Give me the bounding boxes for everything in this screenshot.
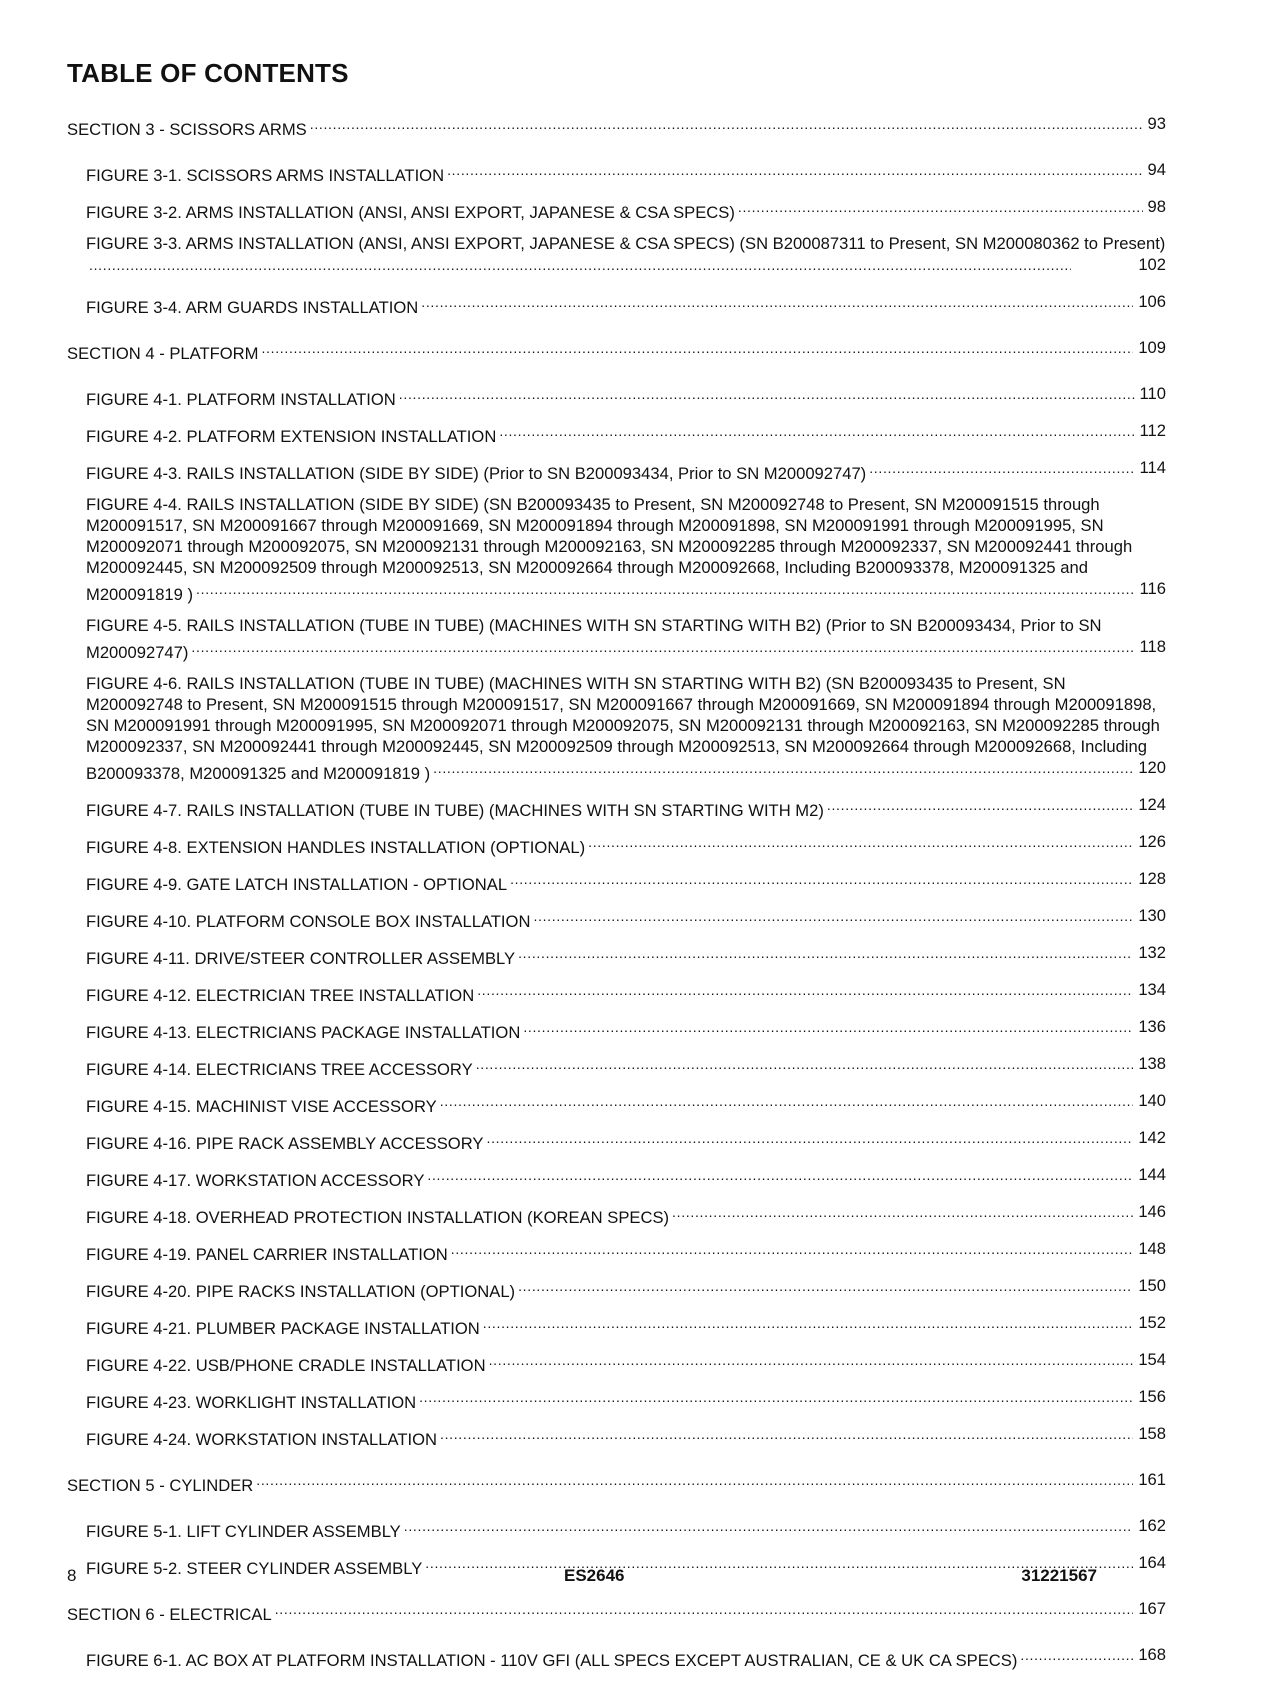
toc-page-number: 164: [1138, 1553, 1166, 1572]
toc-entry-title: FIGURE 4-5. RAILS INSTALLATION (TUBE IN TUBE) (MACHINES WITH SN STARTING WITH B2) (Prior to SN B200093434, Prior to SN M200092747): [86, 616, 1102, 662]
toc-leader-dots: [89, 254, 1071, 276]
toc-entry-title: FIGURE 4-24. WORKSTATION INSTALLATION: [86, 1430, 437, 1449]
toc-page-number: 112: [1139, 421, 1166, 440]
toc-leader-dots: [483, 1312, 1134, 1334]
toc-leader-dots: [310, 113, 1143, 135]
toc-entry-title: FIGURE 3-2. ARMS INSTALLATION (ANSI, ANSI EXPORT, JAPANESE & CSA SPECS): [86, 203, 735, 222]
toc-figure-entry[interactable]: [86, 494, 1166, 605]
footer-document-number: 31221567: [1021, 1566, 1097, 1585]
toc-leader-dots: [588, 831, 1133, 853]
toc-page-number: 162: [1138, 1516, 1166, 1535]
toc-figure-entry[interactable]: [86, 1053, 1166, 1080]
toc-figure-entry[interactable]: [86, 1016, 1166, 1043]
toc-page-number: 110: [1139, 384, 1166, 403]
toc-page-number: 152: [1138, 1313, 1166, 1332]
toc-page-number: 158: [1138, 1424, 1166, 1443]
toc-entry-title: FIGURE 4-13. ELECTRICIANS PACKAGE INSTALLATION: [86, 1023, 521, 1042]
toc-figure-entry[interactable]: [86, 942, 1166, 969]
toc-figure-entry[interactable]: [86, 291, 1166, 318]
toc-figure-entry[interactable]: [86, 159, 1166, 186]
toc-leader-dots: [196, 578, 1135, 600]
toc-leader-dots: [421, 291, 1133, 313]
toc-section-entry[interactable]: [67, 1469, 1166, 1496]
toc-page-number: 150: [1138, 1276, 1166, 1295]
toc-entry-title: FIGURE 4-2. PLATFORM EXTENSION INSTALLATION: [86, 427, 497, 446]
toc-page-number: 114: [1139, 458, 1166, 477]
toc-entry-title: FIGURE 4-7. RAILS INSTALLATION (TUBE IN TUBE) (MACHINES WITH SN STARTING WITH M2): [86, 801, 824, 820]
toc-leader-dots: [499, 420, 1134, 442]
toc-page-number: 102: [1138, 255, 1166, 274]
toc-figure-entry[interactable]: [86, 1127, 1166, 1154]
toc-entry-title: FIGURE 4-6. RAILS INSTALLATION (TUBE IN TUBE) (MACHINES WITH SN STARTING WITH B2) (SN B200093435 to Present, SN M200092748 to Present, SN M200091515 through M200091517, SN M200091667 through M200091669, SN M200091894 through M200091898, SN M200091991 through M200091995, SN M200092071 through M200092075, SN M200092131 through M200092163, SN M200092285 through M200092337, SN M200092441 through M200092445, SN M200092509 through M200092513, SN M200092664 through M200092668, Including B200093378, M200091325 and M200091819 ): [86, 674, 1160, 783]
toc-page-number: 144: [1138, 1165, 1166, 1184]
toc-page-number: 161: [1138, 1470, 1166, 1489]
toc-entry-title: FIGURE 4-19. PANEL CARRIER INSTALLATION: [86, 1245, 448, 1264]
toc-leader-dots: [440, 1090, 1134, 1112]
toc-entry-title: FIGURE 4-23. WORKLIGHT INSTALLATION: [86, 1393, 417, 1412]
toc-page-number: 168: [1138, 1645, 1166, 1664]
toc-figure-entry[interactable]: [86, 1312, 1166, 1339]
toc-entry-title: FIGURE 5-2. STEER CYLINDER ASSEMBLY: [86, 1559, 423, 1578]
toc-page-number: 148: [1138, 1239, 1166, 1258]
toc-figure-entry[interactable]: [86, 1515, 1166, 1542]
toc-section-entry[interactable]: [67, 337, 1166, 364]
toc-leader-dots: [533, 905, 1133, 927]
toc-figure-entry[interactable]: [86, 979, 1166, 1006]
toc-entry-title: FIGURE 4-10. PLATFORM CONSOLE BOX INSTALLATION: [86, 912, 531, 931]
toc-leader-dots: [477, 979, 1133, 1001]
toc-page-number: 134: [1138, 980, 1166, 999]
toc-figure-entry[interactable]: [86, 1386, 1166, 1413]
toc-entry-title: FIGURE 5-1. LIFT CYLINDER ASSEMBLY: [86, 1522, 401, 1541]
toc-figure-entry[interactable]: [86, 905, 1166, 932]
toc-page-number: 128: [1138, 869, 1166, 888]
toc-figure-entry[interactable]: [86, 868, 1166, 895]
toc-leader-dots: [191, 636, 1134, 658]
toc-figure-entry[interactable]: [86, 615, 1166, 663]
toc-entry-title: FIGURE 4-12. ELECTRICIAN TREE INSTALLATION: [86, 986, 475, 1005]
toc-page-number: 116: [1139, 579, 1166, 598]
toc-section-entry[interactable]: [67, 1598, 1166, 1625]
toc-entry-title: FIGURE 4-20. PIPE RACKS INSTALLATION (OPTIONAL): [86, 1282, 516, 1301]
toc-page-number: 146: [1138, 1202, 1166, 1221]
toc-entry-title: FIGURE 4-8. EXTENSION HANDLES INSTALLATION (OPTIONAL): [86, 838, 586, 857]
toc-figure-entry[interactable]: [86, 1090, 1166, 1117]
toc-leader-dots: [476, 1053, 1134, 1075]
toc-leader-dots: [518, 942, 1133, 964]
table-of-contents: [67, 113, 1166, 1681]
toc-page-number: 93: [1147, 114, 1166, 133]
toc-entry-title: FIGURE 4-18. OVERHEAD PROTECTION INSTALLATION (KOREAN SPECS): [86, 1208, 670, 1227]
toc-leader-dots: [486, 1127, 1133, 1149]
toc-figure-entry[interactable]: [86, 457, 1166, 484]
toc-page-number: 132: [1138, 943, 1166, 962]
toc-section-entry[interactable]: [67, 113, 1166, 140]
toc-page-number: 140: [1138, 1091, 1166, 1110]
toc-page-number: 130: [1138, 906, 1166, 925]
toc-entry-title: FIGURE 4-9. GATE LATCH INSTALLATION - OPTIONAL: [86, 875, 508, 894]
toc-entry-title: SECTION 4 - PLATFORM: [67, 344, 259, 363]
toc-entry-title: FIGURE 4-16. PIPE RACK ASSEMBLY ACCESSORY: [86, 1134, 484, 1153]
toc-leader-dots: [427, 1164, 1133, 1186]
toc-entry-title: FIGURE 4-14. ELECTRICIANS TREE ACCESSORY: [86, 1060, 473, 1079]
toc-figure-entry[interactable]: [86, 1164, 1166, 1191]
toc-leader-dots: [451, 1238, 1134, 1260]
toc-leader-dots: [440, 1423, 1133, 1445]
toc-leader-dots: [447, 159, 1142, 181]
toc-entry-title: FIGURE 4-4. RAILS INSTALLATION (SIDE BY SIDE) (SN B200093435 to Present, SN M200092748 to Present, SN M200091515 through M200091517, SN M200091667 through M200091669, SN M200091894 through M200091898, SN M200091991 through M200091995, SN M200092071 through M200092075, SN M200092131 through M200092163, SN M200092285 through M200092337, SN M200092441 through M200092445, SN M200092509 through M200092513, SN M200092664 through M200092668, Including B200093378, M200091325 and M200091819 ): [86, 495, 1133, 604]
toc-page-number: 120: [1138, 758, 1166, 777]
toc-page-number: 136: [1138, 1017, 1166, 1036]
toc-figure-entry[interactable]: [86, 196, 1166, 223]
toc-entry-title: FIGURE 4-3. RAILS INSTALLATION (SIDE BY SIDE) (Prior to SN B200093434, Prior to SN M200092747): [86, 464, 867, 483]
toc-leader-dots: [433, 757, 1133, 779]
toc-leader-dots: [827, 794, 1133, 816]
toc-figure-entry[interactable]: [86, 1201, 1166, 1228]
toc-leader-dots: [419, 1386, 1133, 1408]
toc-leader-dots: [256, 1469, 1133, 1491]
toc-entry-title: FIGURE 4-1. PLATFORM INSTALLATION: [86, 390, 396, 409]
toc-page-number: 106: [1138, 292, 1166, 311]
toc-page-number: 109: [1138, 338, 1166, 357]
toc-figure-entry[interactable]: [86, 1275, 1166, 1302]
toc-figure-entry[interactable]: [86, 1644, 1166, 1671]
page-title: TABLE OF CONTENTS: [67, 58, 349, 88]
toc-figure-entry[interactable]: [86, 794, 1166, 821]
toc-entry-title: FIGURE 4-21. PLUMBER PACKAGE INSTALLATION: [86, 1319, 480, 1338]
footer-model: ES2646: [564, 1566, 625, 1585]
toc-entry-title: FIGURE 4-15. MACHINIST VISE ACCESSORY: [86, 1097, 437, 1116]
toc-figure-entry[interactable]: [86, 1423, 1166, 1450]
toc-entry-title: FIGURE 4-17. WORKSTATION ACCESSORY: [86, 1171, 425, 1190]
toc-page-number: 167: [1138, 1599, 1166, 1618]
toc-leader-dots: [672, 1201, 1133, 1223]
toc-figure-entry[interactable]: [86, 383, 1166, 410]
toc-leader-dots: [1020, 1644, 1133, 1666]
toc-page-number: 94: [1147, 160, 1166, 179]
toc-page-number: 138: [1138, 1054, 1166, 1073]
toc-page-number: 98: [1147, 197, 1166, 216]
toc-page-number: 142: [1138, 1128, 1166, 1147]
toc-entry-title: FIGURE 3-3. ARMS INSTALLATION (ANSI, ANSI EXPORT, JAPANESE & CSA SPECS) (SN B200087311 to Present, SN M200080362 to Present): [86, 234, 1166, 253]
toc-leader-dots: [510, 868, 1133, 890]
toc-leader-dots: [738, 196, 1143, 218]
toc-figure-entry[interactable]: [86, 1349, 1166, 1376]
toc-leader-dots: [869, 457, 1134, 479]
toc-figure-entry[interactable]: [86, 1238, 1166, 1265]
toc-page-number: 124: [1138, 795, 1166, 814]
toc-page-number: 126: [1138, 832, 1166, 851]
toc-entry-title: SECTION 6 - ELECTRICAL: [67, 1605, 272, 1624]
toc-figure-entry[interactable]: [86, 673, 1166, 784]
page-footer: [67, 1566, 1097, 1590]
toc-entry-title: SECTION 3 - SCISSORS ARMS: [67, 120, 307, 139]
toc-figure-entry[interactable]: [86, 420, 1166, 447]
toc-entry-title: FIGURE 3-1. SCISSORS ARMS INSTALLATION: [86, 166, 445, 185]
toc-leader-dots: [275, 1598, 1134, 1620]
toc-figure-entry[interactable]: [86, 233, 1166, 281]
toc-entry-title: SECTION 5 - CYLINDER: [67, 1476, 254, 1495]
toc-entry-title: FIGURE 6-1. AC BOX AT PLATFORM INSTALLATION - 110V GFI (ALL SPECS EXCEPT AUSTRALIAN, CE & UK CA SPECS): [86, 1651, 1018, 1670]
toc-entry-title: FIGURE 3-4. ARM GUARDS INSTALLATION: [86, 298, 419, 317]
toc-page-number: 154: [1138, 1350, 1166, 1369]
toc-figure-entry[interactable]: [86, 831, 1166, 858]
toc-entry-title: FIGURE 4-11. DRIVE/STEER CONTROLLER ASSEMBLY: [86, 949, 516, 968]
toc-leader-dots: [399, 383, 1135, 405]
toc-page-number: 118: [1139, 637, 1166, 656]
toc-leader-dots: [404, 1515, 1134, 1537]
footer-page-number: 8: [67, 1566, 77, 1585]
toc-leader-dots: [523, 1016, 1133, 1038]
toc-leader-dots: [489, 1349, 1134, 1371]
toc-leader-dots: [518, 1275, 1133, 1297]
toc-entry-title: FIGURE 4-22. USB/PHONE CRADLE INSTALLATION: [86, 1356, 486, 1375]
toc-leader-dots: [261, 337, 1133, 359]
toc-page-number: 156: [1138, 1387, 1166, 1406]
